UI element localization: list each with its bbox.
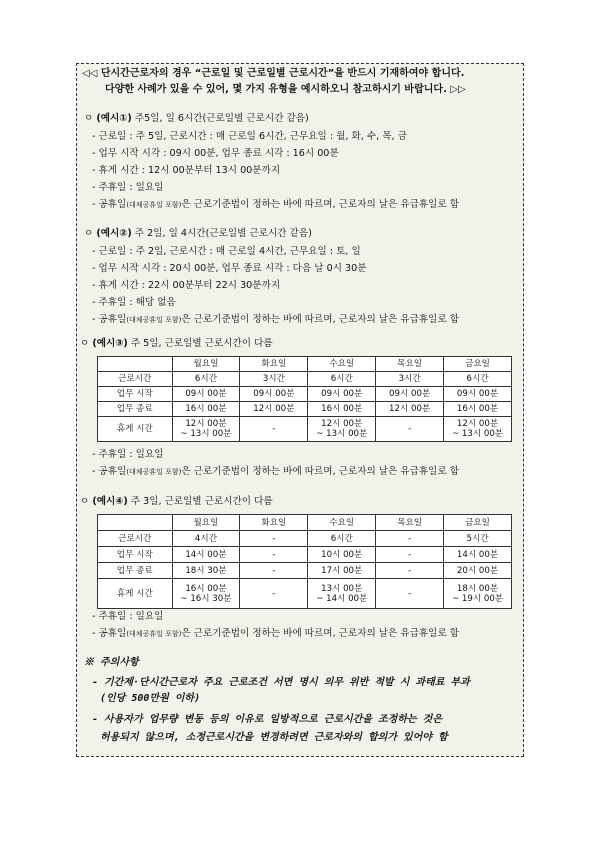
table-header-row	[98, 357, 512, 372]
holiday-prefix: - 공휴일	[92, 314, 127, 325]
table-cell: 09시 00분	[444, 387, 512, 402]
intro-line-2: 다양한 사례가 있을 수 있어, 몇 가지 유형을 예시하오니 참고하시기 바랍니다. ▷▷	[105, 84, 466, 95]
table-cell: -	[376, 563, 444, 579]
table-header-cell	[98, 515, 173, 531]
table-header-cell: 월요일	[172, 515, 240, 531]
notes-line: - 기간제·단시간근로자 주요 근로조건 서면 명시 의무 위반 적발 시 과태료 부과	[92, 677, 470, 688]
table-cell: 6시간	[308, 531, 376, 547]
table-cell: 6시간	[444, 372, 512, 387]
example-3-label: (예시③)	[92, 338, 128, 349]
table-row	[98, 417, 512, 442]
example-1-line: - 주휴일 : 일요일	[92, 182, 164, 193]
holiday-small: (대체공휴일 포함)	[126, 316, 182, 324]
example-3-title	[80, 338, 273, 350]
table-header-cell: 수요일	[308, 515, 376, 531]
table-cell: 12시 00분 ~ 13시 00분	[308, 417, 376, 442]
table-cell: 09시 00분	[376, 387, 444, 402]
example-3-weekly-holiday: - 주휴일 : 일요일	[92, 449, 164, 460]
example-3-holiday	[92, 466, 459, 478]
table-cell: 업무 시작	[98, 387, 173, 402]
notes-line: - 사용자가 업무량 변동 등의 이유로 일방적으로 근로시간을 조정하는 것은	[92, 714, 443, 725]
table-cell: 09시 00분	[240, 387, 308, 402]
table-row	[98, 579, 512, 609]
table-row	[98, 372, 512, 387]
table-cell: 12시 00분	[376, 402, 444, 417]
table-cell: 20시 00분	[444, 563, 512, 579]
table-cell: 6시간	[308, 372, 376, 387]
example-2-line: - 근로일 : 주 2일, 근로시간 : 매 근로일 4시간, 근무요일 : 토, 일	[92, 246, 361, 257]
example-1-label: (예시①)	[96, 113, 132, 124]
table-cell: 14시 00분	[444, 547, 512, 563]
table-header-row	[98, 515, 512, 531]
holiday-prefix: - 공휴일	[92, 628, 127, 639]
holiday-rest: 은 근로기준법이 정하는 바에 따르며, 근로자의 날은 유급휴일로 함	[181, 199, 460, 210]
holiday-prefix: - 공휴일	[92, 466, 127, 477]
table-header-cell	[98, 357, 173, 372]
table-header-cell: 월요일	[172, 357, 240, 372]
table-cell: 17시 00분	[308, 563, 376, 579]
table-cell: -	[376, 531, 444, 547]
table-cell: 09시 00분	[308, 387, 376, 402]
notes-title: ※ 주의사항	[84, 657, 139, 668]
table-cell: -	[376, 579, 444, 609]
notes-line: 허용되지 않으며, 소정근로시간을 변경하려면 근로자와의 합의가 있어야 함	[100, 732, 448, 743]
table-cell: -	[240, 547, 308, 563]
table-header-cell: 목요일	[376, 357, 444, 372]
table-cell: 18시 00분 ~ 19시 00분	[444, 579, 512, 609]
table-cell: 16시 00분 ~ 16시 30분	[172, 579, 240, 609]
example-3-desc: 주 5일, 근로일별 근로시간이 다름	[127, 338, 273, 349]
example-1-title	[84, 113, 309, 125]
table-cell: 18시 30분	[172, 563, 240, 579]
example-4-holiday	[92, 628, 459, 640]
table-cell: -	[240, 417, 308, 442]
table-cell: 12시 00분 ~ 13시 00분	[444, 417, 512, 442]
example-1-line: - 근로일 : 주 5일, 근로시간 : 매 근로일 6시간, 근무요일 : 월, 화, 수, 목, 금	[92, 131, 407, 142]
holiday-small: (대체공휴일 포함)	[126, 468, 182, 476]
table-header-cell: 금요일	[444, 357, 512, 372]
table-cell: 6시간	[172, 372, 240, 387]
table-cell: 휴게 시간	[98, 417, 173, 442]
example-2-desc: 주 2일, 일 4시간(근로일별 근로시간 같음)	[131, 228, 312, 239]
table-cell: 12시 00분	[240, 402, 308, 417]
table-cell: 3시간	[240, 372, 308, 387]
table-cell: 휴게 시간	[98, 579, 173, 609]
table-cell: 10시 00분	[308, 547, 376, 563]
bullet: ㅇ	[84, 228, 94, 239]
table-cell: 업무 종료	[98, 563, 173, 579]
table-cell: 업무 종료	[98, 402, 173, 417]
holiday-rest: 은 근로기준법이 정하는 바에 따르며, 근로자의 날은 유급휴일로 함	[181, 628, 460, 639]
table-row	[98, 547, 512, 563]
table-header-cell: 금요일	[444, 515, 512, 531]
table-cell: 12시 00분 ~ 13시 00분	[172, 417, 240, 442]
table-cell: 09시 00분	[172, 387, 240, 402]
example-4-label: (예시④)	[92, 496, 128, 507]
example-2-label: (예시②)	[96, 228, 132, 239]
table-header-cell: 화요일	[240, 357, 308, 372]
example-4-weekly-holiday: - 주휴일 : 일요일	[92, 611, 164, 622]
notes-line: (인당 500만원 이하)	[100, 693, 201, 704]
intro-line-1: ◁◁ 단시간근로자의 경우 “근로일 및 근로일별 근로시간”을 반드시 기재하여야 합니다.	[82, 68, 465, 79]
holiday-prefix: - 공휴일	[92, 199, 127, 210]
schedule-table-4	[97, 514, 512, 609]
schedule-table-3	[97, 356, 512, 442]
table-cell: -	[240, 531, 308, 547]
example-1-line: - 휴게 시간 : 12시 00분부터 13시 00분까지	[92, 165, 281, 176]
table-row	[98, 402, 512, 417]
table-cell: -	[240, 579, 308, 609]
holiday-rest: 은 근로기준법이 정하는 바에 따르며, 근로자의 날은 유급휴일로 함	[181, 314, 460, 325]
holiday-small: (대체공휴일 포함)	[126, 630, 182, 638]
table-row	[98, 563, 512, 579]
table-cell: 근로시간	[98, 531, 173, 547]
table-cell: -	[240, 563, 308, 579]
bullet: ㅇ	[80, 338, 90, 349]
holiday-small: (대체공휴일 포함)	[126, 201, 182, 209]
table-cell: 14시 00분	[172, 547, 240, 563]
table-cell: -	[376, 547, 444, 563]
table-header-cell: 목요일	[376, 515, 444, 531]
holiday-rest: 은 근로기준법이 정하는 바에 따르며, 근로자의 날은 유급휴일로 함	[181, 466, 460, 477]
example-2-title	[84, 228, 312, 240]
table-header-cell: 화요일	[240, 515, 308, 531]
example-4-title	[80, 496, 273, 508]
bullet: ㅇ	[80, 496, 90, 507]
example-2-line: - 휴게 시간 : 22시 00분부터 22시 30분까지	[92, 280, 281, 291]
table-cell: 5시간	[444, 531, 512, 547]
table-cell: -	[376, 417, 444, 442]
table-cell: 16시 00분	[172, 402, 240, 417]
table-cell: 16시 00분	[444, 402, 512, 417]
example-1-line: - 업무 시작 시각 : 09시 00분, 업무 종료 시각 : 16시 00분	[92, 148, 339, 159]
table-row	[98, 531, 512, 547]
table-cell: 근로시간	[98, 372, 173, 387]
bullet: ㅇ	[84, 113, 94, 124]
example-2-line: - 업무 시작 시각 : 20시 00분, 업무 종료 시각 : 다음 날 0시 30분	[92, 263, 367, 274]
table-cell: 4시간	[172, 531, 240, 547]
table-cell: 3시간	[376, 372, 444, 387]
table-cell: 13시 00분 ~ 14시 00분	[308, 579, 376, 609]
table-cell: 16시 00분	[308, 402, 376, 417]
example-1-holiday	[92, 199, 459, 211]
table-cell: 업무 시작	[98, 547, 173, 563]
example-4-desc: 주 3일, 근로일별 근로시간이 다름	[127, 496, 273, 507]
example-2-line: - 주휴일 : 해당 없음	[92, 297, 176, 308]
example-2-holiday	[92, 314, 459, 326]
table-header-cell: 수요일	[308, 357, 376, 372]
example-1-desc: 주5일, 일 6시간(근로일별 근로시간 같음)	[131, 113, 309, 124]
table-row	[98, 387, 512, 402]
